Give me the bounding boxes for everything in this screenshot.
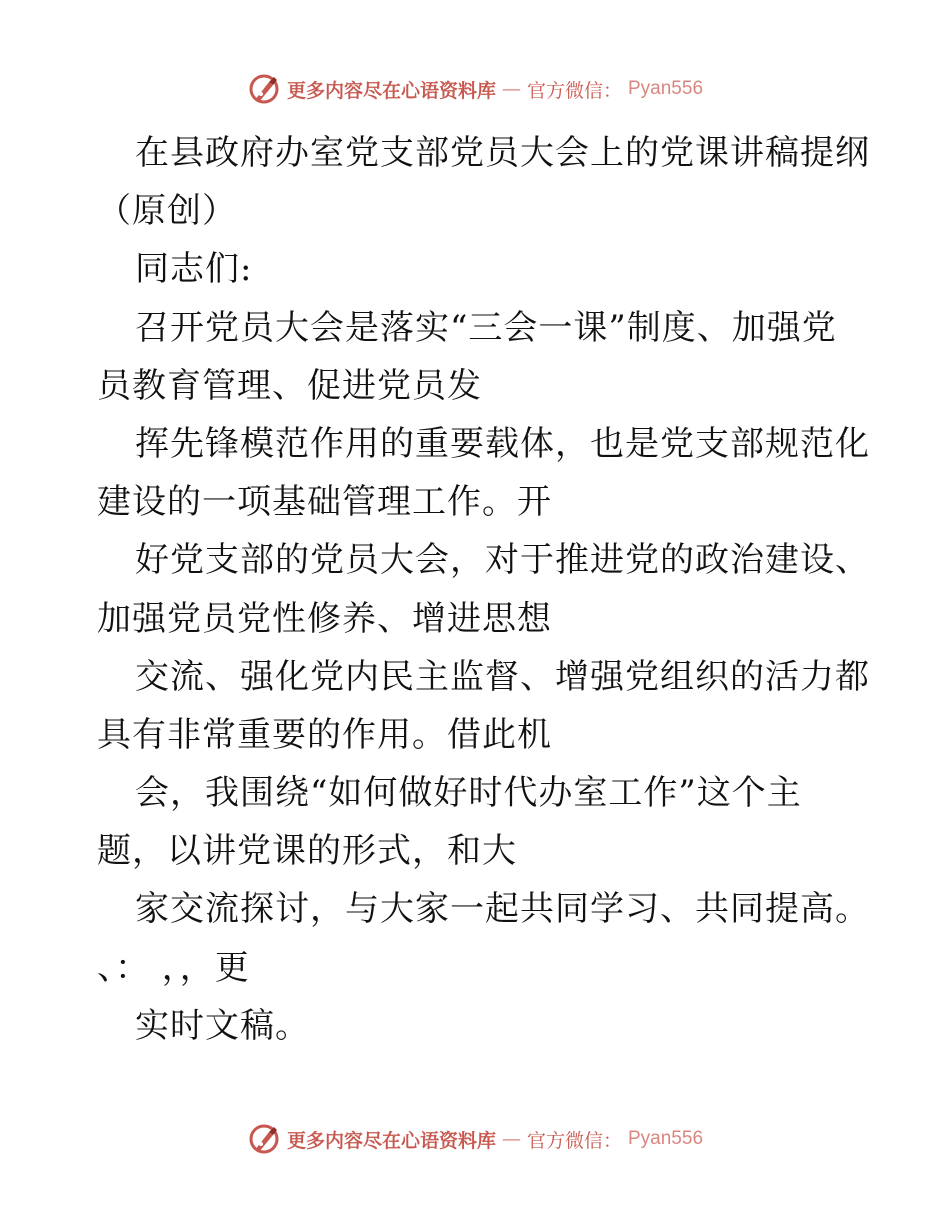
watermark-separator: —: [501, 78, 521, 100]
watermark-separator: —: [501, 1128, 521, 1150]
watermark-wechat-id: Pyan556: [628, 78, 704, 99]
paragraph-line: 好党支部的党员大会，对于推进党的政治建设、: [135, 540, 870, 581]
watermark-banner-bottom: [0, 1122, 950, 1156]
paragraph-line: 加强党员党性修养、增进思想: [97, 598, 552, 639]
document-title-line-1: 在县政府办室党支部党员大会上的党课讲稿提纲: [135, 133, 870, 173]
paragraph-line: 、： ，，更: [97, 947, 250, 988]
document-title-line-2: （原创）: [97, 191, 237, 232]
paragraph-line: 会，我围绕“如何做好时代办室工作”这个主: [135, 773, 802, 814]
watermark-label: 官方微信：: [526, 79, 622, 102]
paragraph-line: 员教育管理、促进党员发: [97, 365, 482, 406]
paragraph-line: 家交流探讨，与大家一起共同学习、共同提高。: [135, 889, 870, 930]
paragraph-line: 召开党员大会是落实“三会一课”制度、加强党: [135, 307, 837, 348]
watermark-text: 更多内容尽在心语资料库: [286, 1129, 496, 1152]
salutation: 同志们:: [135, 249, 253, 290]
paragraph-line: 实时文稿。: [135, 1005, 310, 1046]
paragraph-line: 建设的一项基础管理工作。开: [97, 482, 552, 523]
paragraph-line: 题，以讲党课的形式，和大: [97, 831, 517, 872]
pen-logo-icon: [247, 72, 281, 106]
paragraph-line: 挥先锋模范作用的重要载体，也是党支部规范化: [135, 423, 870, 464]
paragraph-line: 具有非常重要的作用。借此机: [97, 714, 552, 755]
pen-logo-icon: [247, 1122, 281, 1156]
document-body: [97, 124, 877, 1055]
watermark-label: 官方微信：: [526, 1129, 622, 1152]
paragraph-line: 交流、强化党内民主监督、增强党组织的活力都: [135, 656, 870, 697]
watermark-banner-top: [0, 72, 950, 106]
watermark-wechat-id: Pyan556: [628, 1128, 704, 1149]
watermark-text: 更多内容尽在心语资料库: [286, 79, 496, 102]
